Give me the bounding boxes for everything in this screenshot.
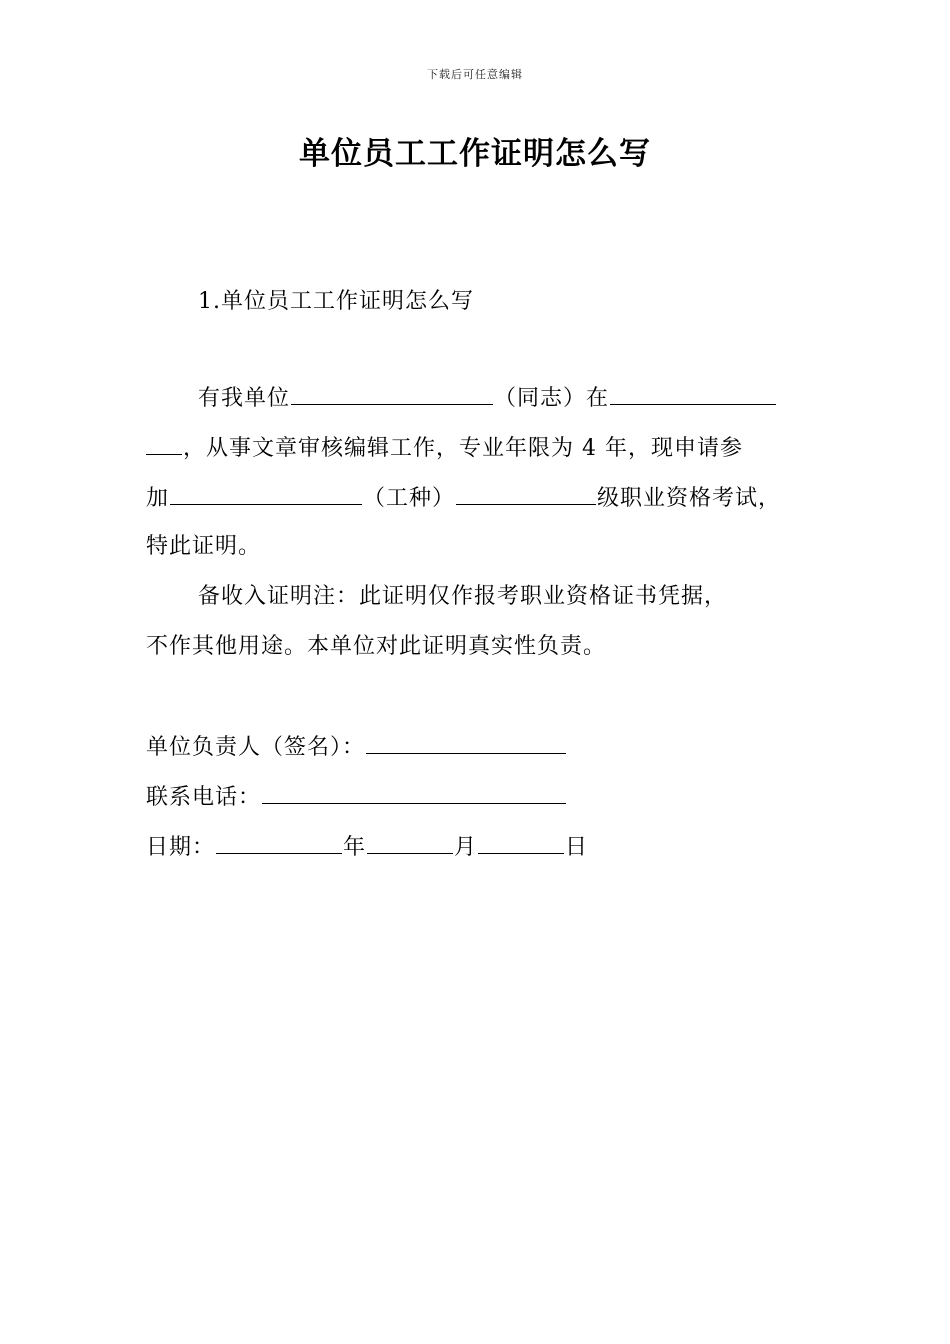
month-label: 月: [454, 835, 478, 860]
work-type-blank[interactable]: [170, 482, 362, 505]
text-fragment: ，从事文章审核编辑工作，专业年限为 4 年，现申请参: [183, 436, 743, 461]
text-fragment: 级职业资格考试，: [597, 486, 782, 511]
name-blank[interactable]: [291, 382, 493, 405]
day-blank[interactable]: [478, 831, 564, 854]
date-label: 日期：: [146, 835, 216, 860]
phone-label: 联系电话：: [146, 785, 262, 810]
year-blank[interactable]: [216, 831, 342, 854]
text-fragment: 加: [146, 486, 170, 511]
month-blank[interactable]: [367, 831, 453, 854]
text-fragment: （同志）在: [494, 386, 610, 411]
phone-blank[interactable]: [262, 781, 566, 804]
paragraph-line-1: [198, 382, 777, 414]
signature-person-label: 单位负责人（签名）：: [146, 735, 366, 760]
date-blank-continued[interactable]: [146, 432, 182, 455]
date-blank[interactable]: [610, 382, 776, 405]
text-fragment: （工种）: [363, 486, 456, 511]
signature-phone-row: [146, 781, 567, 813]
note-line-1: 备收入证明注：此证明仅作报考职业资格证书凭据，: [198, 584, 728, 609]
signature-blank[interactable]: [366, 731, 566, 754]
paragraph-line-4: 特此证明。: [146, 534, 262, 559]
signature-person-row: [146, 731, 567, 763]
section-heading: 1.单位员工工作证明怎么写: [198, 289, 474, 314]
signature-date-row: [146, 831, 588, 863]
day-label: 日: [565, 835, 589, 860]
header-note: 下载后可任意编辑: [427, 68, 523, 81]
paragraph-line-3: [146, 482, 781, 514]
year-label: 年: [343, 835, 367, 860]
level-blank[interactable]: [456, 482, 596, 505]
page-title: 单位员工工作证明怎么写: [299, 136, 651, 172]
text-fragment: 有我单位: [198, 386, 291, 411]
paragraph-line-2: [146, 432, 743, 464]
note-line-2: 不作其他用途。本单位对此证明真实性负责。: [146, 634, 607, 659]
